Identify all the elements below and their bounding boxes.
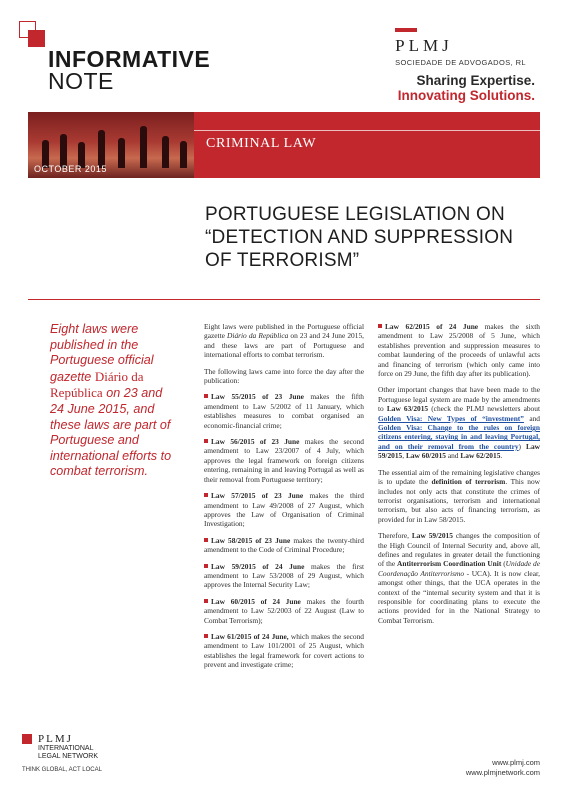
- portuguese-name: Unidade de Coordenação Antiterrorismo: [378, 559, 541, 578]
- tagline-line-1: Sharing Expertise.: [416, 73, 535, 88]
- definition-paragraph: [378, 468, 540, 524]
- law-description: which makes the second amendment to Law 101/2001 of 25 August, which establishes the legal framework for covert actions to prevent and investigate crime;: [204, 631, 364, 670]
- text-run: ): [518, 441, 527, 451]
- law-number: Law 62/2015: [460, 451, 501, 461]
- law-number: Law 56/2015 of 23 June: [211, 437, 300, 447]
- law-number: Law 55/2015 of 23 June: [211, 392, 304, 402]
- tagline-line-2: Innovating Solutions.: [397, 88, 535, 103]
- silhouette: [162, 136, 169, 168]
- text-run: Other important changes that have been made to the Portuguese legal system are made by the amendments to: [378, 385, 540, 414]
- silhouette: [60, 134, 67, 168]
- text-run: on 23 and 24 June 2015, and these laws are part of Portuguese and international efforts to combat terrorism.: [204, 331, 364, 360]
- banner-photo: [28, 112, 194, 178]
- law-number: Law 57/2015 of 23 June: [211, 491, 304, 501]
- bullet-square-icon: [204, 439, 208, 443]
- footer-url-plmj[interactable]: www.plmj.com: [492, 758, 540, 767]
- intro-paragraph: [204, 322, 364, 360]
- bullet-square-icon: [204, 599, 208, 603]
- gazette-name: Diário da República: [227, 331, 289, 341]
- law-list-item: [204, 437, 364, 484]
- network-logo-line-1: INTERNATIONAL: [38, 745, 94, 752]
- law-list-item: [204, 392, 364, 430]
- title-line-2: NOTE: [48, 68, 114, 94]
- law-list-item: [204, 632, 364, 670]
- silhouette: [180, 141, 187, 168]
- network-logo-name: PLMJ: [38, 733, 73, 745]
- law-number: Law 59/2015 of 24 June: [211, 561, 305, 571]
- section-divider: [28, 299, 540, 300]
- newsletter-link-golden-visa-rules[interactable]: Golden Visa: Change to the rules on foreign citizens entering, staying in and leaving Portugal, and on their removal from the country: [378, 423, 540, 451]
- firm-logo: [395, 28, 526, 67]
- law-description: makes the twenty-third amendment to the Code of Criminal Procedure;: [204, 535, 364, 555]
- issue-date: OCTOBER 2015: [34, 164, 107, 174]
- text-run: .: [500, 451, 503, 461]
- pull-quote-text: on 23 and 24 June 2015, and these laws are part of Portuguese and international efforts to combat terrorism.: [50, 386, 172, 479]
- law-description: makes the second amendment to Law 23/2007 of 4 July, which approves the legal framework on foreign citizens entering, remaining in and leaving Portugal as well as their removal from Portuguese territory;: [204, 437, 364, 484]
- law-description: makes the third amendment to Law 49/2008 of 27 August, which approves the Law of Organisation of Criminal Investigation;: [204, 491, 364, 529]
- amendments-paragraph: [378, 385, 540, 460]
- text-run: The essential aim of the remaining legislative changes is to update the: [378, 467, 540, 487]
- law-description: makes the first amendment to Law 53/2008 of 29 August, which approves the Internal Security Law;: [204, 561, 364, 590]
- law-description: makes the sixth amendment to Law 25/2008 of 5 June, which establishes prevention and suppression measures to combat laundering of the proceeds of unlawful acts and financing of terrorism (which only came into force on 29 June, the fifth day after its publication).: [378, 322, 540, 379]
- text-run: (: [501, 559, 506, 569]
- law-number: Law 58/2015 of 23 June: [211, 535, 291, 545]
- decor-square: [28, 30, 45, 47]
- law-number: Law 59/2015: [378, 441, 540, 461]
- law-description: makes the fifth amendment to Law 5/2002 of 11 January, which establishes measures to combat organised an economic-financial crime;: [204, 392, 364, 430]
- body-column-2: [378, 322, 540, 632]
- law-list-item: [378, 322, 540, 378]
- title-line-1: INFORMATIVE: [48, 46, 211, 72]
- text-run: changes the composition of the High Council of Internal Security and, above all, defines and regulates in greater detail the functioning of the: [378, 531, 540, 569]
- document-type-title: [48, 48, 210, 92]
- law-number: Law 61/2015 of 24 June,: [211, 631, 289, 641]
- law-number: Law 60/2015 of 24 June: [211, 596, 301, 606]
- footer-links: [466, 758, 540, 778]
- law-number: Law 60/2015: [405, 451, 446, 461]
- uca-paragraph: [378, 531, 540, 625]
- network-logo-text: [38, 734, 128, 761]
- logo-subtitle: SOCIEDADE DE ADVOGADOS, RL: [395, 58, 526, 67]
- law-description: makes the fourth amendment to Law 52/2003 of 22 August (Law to Combat Terrorism);: [204, 596, 364, 625]
- bullet-square-icon: [204, 394, 208, 398]
- pull-quote: [50, 322, 178, 480]
- text-run: and: [523, 413, 540, 423]
- body-column-1: [204, 322, 364, 677]
- lead-paragraph: The following laws came into force the day after the publication:: [204, 366, 364, 386]
- silhouette: [118, 138, 125, 168]
- law-list-item: [204, 597, 364, 625]
- category-label: CRIMINAL LAW: [206, 136, 317, 151]
- law-number: Law 63/2015: [386, 404, 429, 414]
- footer-url-network[interactable]: www.plmjnetwork.com: [465, 768, 540, 777]
- bullet-square-icon: [204, 564, 208, 568]
- text-run: (check the PLMJ newsletters about: [428, 404, 540, 414]
- text-run: Therefore,: [378, 531, 412, 541]
- text-run: - UCA). It is now clear, amongst other things, that the UCA operates in the context of the “internal security system and that it is responsible for coordinating plans to execute the actions provided for in the National Strategy to Combat Terrorism.: [378, 568, 540, 625]
- logo-name: PLMJ: [395, 36, 453, 55]
- bullet-square-icon: [378, 324, 382, 328]
- bullet-square-icon: [204, 634, 208, 638]
- logo-square-icon: [22, 734, 32, 744]
- network-logo-line-2: LEGAL NETWORK: [38, 753, 99, 760]
- silhouette: [140, 126, 147, 168]
- pull-quote-gazette: Diário da República: [50, 368, 144, 401]
- article-headline: PORTUGUESE LEGISLATION ON “DETECTION AND SUPPRESSION OF TERRORISM”: [205, 204, 514, 271]
- emphasis: Antiterrorism Coordination Unit: [397, 559, 502, 569]
- network-tagline: THINK GLOBAL, ACT LOCAL: [22, 767, 102, 773]
- banner-divider: [194, 130, 540, 131]
- silhouette: [98, 130, 105, 168]
- law-list-item: [204, 536, 364, 555]
- text-run: . This now includes not only acts that constitute the crimes of terrorist organisations, terrorism and international terrorism, but also acts of financing terrorism, as provided for in Law 58/2015.: [378, 477, 540, 524]
- law-list-item: [204, 491, 364, 529]
- bullet-square-icon: [204, 493, 208, 497]
- tagline: [398, 73, 535, 103]
- pull-quote-text: Eight laws were published in the Portuguese official gazette: [50, 322, 154, 384]
- text-run: and: [445, 451, 461, 461]
- bullet-square-icon: [204, 538, 208, 542]
- text-run: Eight laws were published in the Portuguese official gazette: [204, 322, 364, 341]
- newsletter-link-golden-visa-investment[interactable]: Golden Visa: New Types of “investment”: [378, 413, 524, 423]
- text-run: ,: [402, 451, 406, 461]
- law-number: Law 62/2015 of 24 June: [385, 322, 479, 331]
- law-number: Law 59/2015: [411, 531, 453, 541]
- emphasis: definition of terrorism: [431, 477, 506, 487]
- category-banner: [194, 112, 540, 178]
- law-list-item: [204, 562, 364, 590]
- logo-accent-bar: [395, 28, 417, 32]
